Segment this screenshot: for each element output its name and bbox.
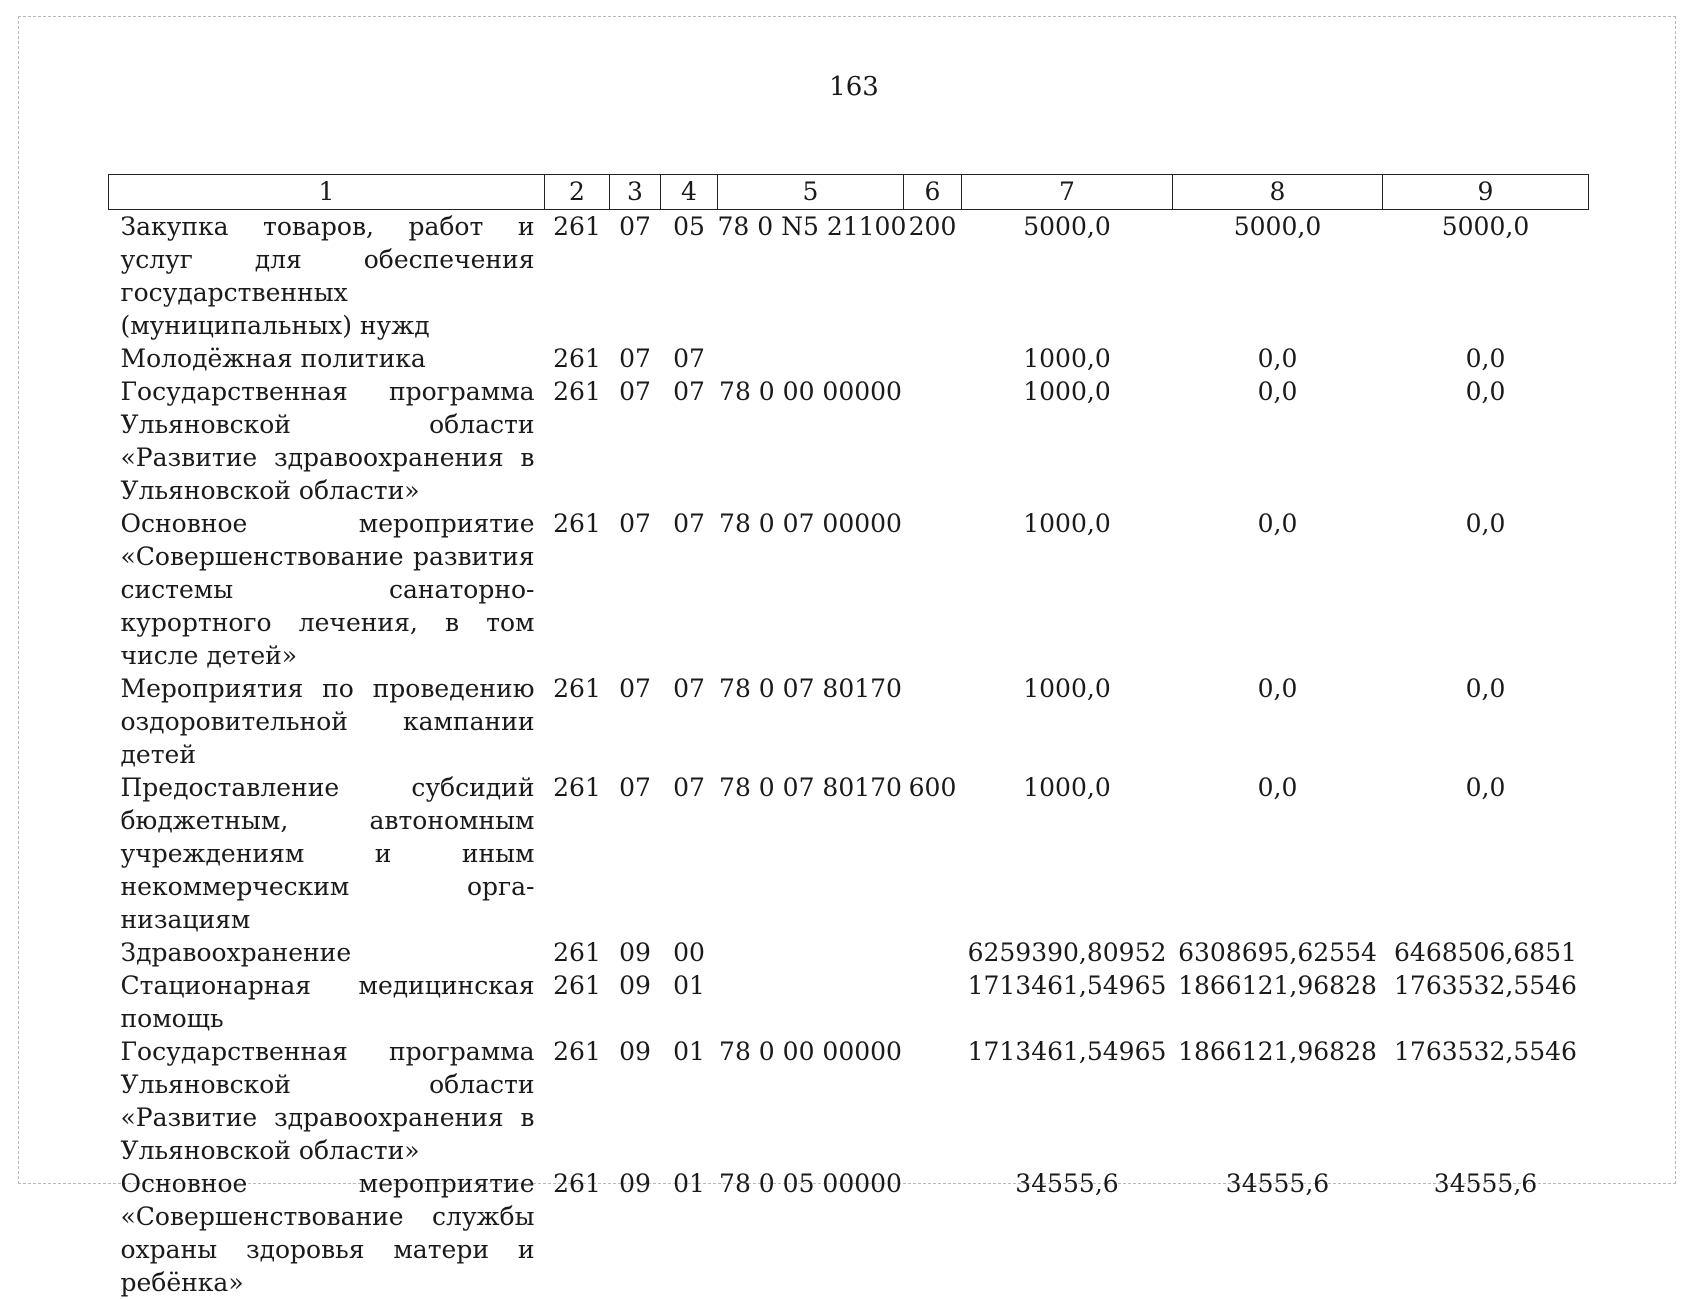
row-col7-cell: 1713461,54965	[962, 969, 1173, 1035]
row-col5-cell: 78 0 00 00000	[718, 375, 904, 507]
row-col3-cell: 07	[610, 375, 661, 507]
table-row	[109, 1035, 1589, 1167]
row-col9-cell: 0,0	[1383, 342, 1589, 375]
row-col8-cell: 6308695,62554	[1173, 936, 1383, 969]
row-col8-cell: 5000,0	[1173, 210, 1383, 343]
row-col3-cell: 09	[610, 969, 661, 1035]
row-col4-cell: 01	[661, 1035, 718, 1167]
row-col2-cell: 261	[545, 1167, 610, 1299]
header-col-4: 4	[661, 175, 718, 210]
row-col8-cell: 1866121,96828	[1173, 1035, 1383, 1167]
row-col5-cell: 78 0 07 80170	[718, 672, 904, 771]
row-col6-cell	[904, 375, 962, 507]
row-col3-cell: 07	[610, 771, 661, 936]
header-row	[109, 175, 1589, 210]
row-col7-cell: 5000,0	[962, 210, 1173, 343]
row-name-cell: Молодёжная политика	[109, 342, 545, 375]
row-col5-cell: 78 0 07 00000	[718, 507, 904, 672]
row-col6-cell	[904, 936, 962, 969]
table-row	[109, 969, 1589, 1035]
row-col8-cell: 0,0	[1173, 507, 1383, 672]
row-col4-cell: 07	[661, 375, 718, 507]
row-col9-cell: 0,0	[1383, 507, 1589, 672]
row-col5-cell	[718, 342, 904, 375]
row-col4-cell: 07	[661, 672, 718, 771]
row-col5-cell	[718, 936, 904, 969]
row-col9-cell: 0,0	[1383, 375, 1589, 507]
header-col-2: 2	[545, 175, 610, 210]
row-col7-cell: 1000,0	[962, 375, 1173, 507]
table-row	[109, 936, 1589, 969]
row-col2-cell: 261	[545, 672, 610, 771]
row-col2-cell: 261	[545, 936, 610, 969]
row-col8-cell: 1866121,96828	[1173, 969, 1383, 1035]
row-col3-cell: 09	[610, 936, 661, 969]
table-row	[109, 771, 1589, 936]
row-col7-cell: 34555,6	[962, 1167, 1173, 1299]
row-col9-cell: 1763532,5546	[1383, 1035, 1589, 1167]
row-col5-cell: 78 0 N5 21100	[718, 210, 904, 343]
row-col5-cell	[718, 969, 904, 1035]
row-col3-cell: 07	[610, 507, 661, 672]
row-col4-cell: 00	[661, 936, 718, 969]
row-col7-cell: 1000,0	[962, 672, 1173, 771]
table-row	[109, 342, 1589, 375]
row-col3-cell: 07	[610, 342, 661, 375]
row-col6-cell	[904, 1035, 962, 1167]
row-name-cell: Мероприятия по проведению оздоровительной кампании детей	[109, 672, 545, 771]
table-row	[109, 1167, 1589, 1299]
row-col7-cell: 1000,0	[962, 771, 1173, 936]
row-name-cell: Государственная программа Ульяновской области «Развитие здравоохранения в Ульяновской области»	[109, 1035, 545, 1167]
row-col9-cell: 34555,6	[1383, 1167, 1589, 1299]
row-col2-cell: 261	[545, 342, 610, 375]
table-row	[109, 507, 1589, 672]
row-name-cell: Закупка товаров, работ и услуг для обеспечения государственных (муниципальных) нужд	[109, 210, 545, 343]
row-col8-cell: 0,0	[1173, 375, 1383, 507]
row-col5-cell: 78 0 07 80170	[718, 771, 904, 936]
row-col9-cell: 6468506,6851	[1383, 936, 1589, 969]
row-col2-cell: 261	[545, 969, 610, 1035]
row-col6-cell	[904, 1167, 962, 1299]
row-name-cell: Основное мероприятие «Совершенствование службы охраны здоровья матери и ребёнка»	[109, 1167, 545, 1299]
row-col7-cell: 1000,0	[962, 507, 1173, 672]
table-row	[109, 375, 1589, 507]
row-col3-cell: 07	[610, 672, 661, 771]
row-col8-cell: 0,0	[1173, 342, 1383, 375]
header-col-1: 1	[109, 175, 545, 210]
row-col6-cell: 200	[904, 210, 962, 343]
row-col7-cell: 1000,0	[962, 342, 1173, 375]
row-col2-cell: 261	[545, 1035, 610, 1167]
table-header	[109, 175, 1589, 210]
row-col9-cell: 0,0	[1383, 771, 1589, 936]
header-col-3: 3	[610, 175, 661, 210]
row-name-cell: Здравоохранение	[109, 936, 545, 969]
table-row	[109, 210, 1589, 343]
row-col2-cell: 261	[545, 375, 610, 507]
row-col4-cell: 01	[661, 969, 718, 1035]
row-col4-cell: 07	[661, 342, 718, 375]
header-col-5: 5	[718, 175, 904, 210]
row-col6-cell	[904, 507, 962, 672]
row-col4-cell: 07	[661, 771, 718, 936]
row-col6-cell: 600	[904, 771, 962, 936]
row-col5-cell: 78 0 05 00000	[718, 1167, 904, 1299]
row-name-cell: Основное мероприятие «Совершенствование развития системы санаторно-курортного лечения, в том числе детей»	[109, 507, 545, 672]
row-col7-cell: 1713461,54965	[962, 1035, 1173, 1167]
row-col3-cell: 07	[610, 210, 661, 343]
row-col4-cell: 07	[661, 507, 718, 672]
row-col4-cell: 01	[661, 1167, 718, 1299]
table-body	[109, 210, 1589, 1299]
row-col2-cell: 261	[545, 507, 610, 672]
row-col3-cell: 09	[610, 1167, 661, 1299]
row-col5-cell: 78 0 00 00000	[718, 1035, 904, 1167]
row-col2-cell: 261	[545, 771, 610, 936]
row-name-cell: Стационарная медицинская помощь	[109, 969, 545, 1035]
row-col2-cell: 261	[545, 210, 610, 343]
row-col9-cell: 1763532,5546	[1383, 969, 1589, 1035]
header-col-8: 8	[1173, 175, 1383, 210]
row-col8-cell: 0,0	[1173, 672, 1383, 771]
header-col-9: 9	[1383, 175, 1589, 210]
row-col4-cell: 05	[661, 210, 718, 343]
row-col8-cell: 0,0	[1173, 771, 1383, 936]
row-col6-cell	[904, 342, 962, 375]
row-name-cell: Государственная программа Ульяновской области «Развитие здравоохранения в Ульяновской области»	[109, 375, 545, 507]
budget-table	[108, 174, 1589, 1299]
row-col7-cell: 6259390,80952	[962, 936, 1173, 969]
table-row	[109, 672, 1589, 771]
row-col9-cell: 0,0	[1383, 672, 1589, 771]
row-col8-cell: 34555,6	[1173, 1167, 1383, 1299]
row-col6-cell	[904, 969, 962, 1035]
row-col9-cell: 5000,0	[1383, 210, 1589, 343]
row-col6-cell	[904, 672, 962, 771]
header-col-6: 6	[904, 175, 962, 210]
page-number-text: 163	[829, 72, 879, 102]
row-name-cell: Предоставление субсидий бюджетным, автономным учреждениям и иным некоммерческим организациям	[109, 771, 545, 936]
header-col-7: 7	[962, 175, 1173, 210]
page-number	[0, 72, 1698, 102]
row-col3-cell: 09	[610, 1035, 661, 1167]
